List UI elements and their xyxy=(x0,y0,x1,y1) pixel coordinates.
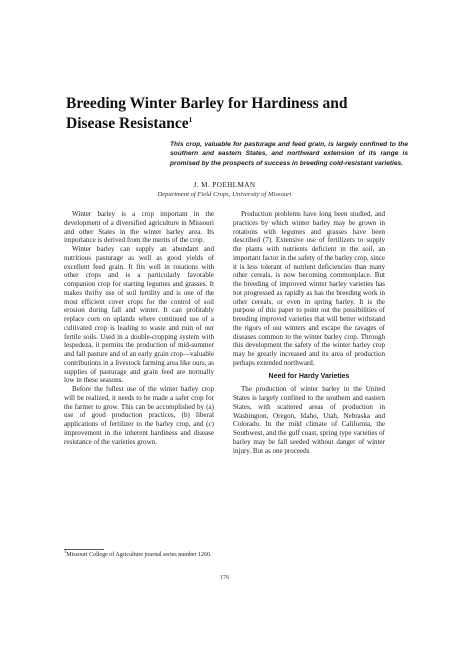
body-paragraph: Winter barley is a crop important in the development of a diversified agriculture in Missouri and other States in the winter barley area. Its importance is derived from the merits of the crop. xyxy=(64,210,214,245)
article-title xyxy=(66,94,396,134)
author-name: J. M. POEHLMAN xyxy=(193,181,256,189)
right-column xyxy=(233,210,385,455)
footnote-mark: 1 xyxy=(64,549,67,554)
body-paragraph: Winter barley can supply an abundant and nutritious pasturage as well as good yields of excellent feed grain. It fits well in rotations with other crops and is a particularly favorable companion crop for starting legumes and grasses. It makes thrifty use of soil fertility and is one of the most efficient cover crops for the control of soil erosion during fall and winter. It can profitably replace corn on uplands where continued use of a cultivated crop is leading to waste and ruin of our fertile soils. Used in a double-cropping system with lespedeza, it permits the production of mid-summer and fall pasture and of an early grain crop—valuable contributions in a livestock farming area like ours, as supplies of pasturage and grain feed are normally low in these seasons. xyxy=(64,245,214,385)
article-title-text: Breeding Winter Barley for Hardiness and Disease Resistance xyxy=(66,95,348,132)
article-abstract: This crop, valuable for pasturage and feed grain, is largely confined to the southern and eastern States, and northward extension of its range is promised by the prospects of success in breeding cold-resistant varieties. xyxy=(170,141,408,167)
body-paragraph: Production problems have long been studied, and practices by which winter barley may be grown in rotations with legumes and grasses have been described (7). Extensive use of fertilizers to supply the plants with nutrients deficient in the soil, an important factor in the safety of the barley crop, since it is less tolerant of nutrient deficiencies than many other cereals, is now becoming commonplace. But the breeding of improved winter barley varieties has not progressed as rapidly as has the breeding work in other cereals, or even in spring barley. It is the purpose of this paper to point out the possibilities of breeding improved varieties that will better withstand the rigors of our winters and escape the ravages of diseases common to the winter barley crop. Through this development the safety of the winter barley crop may be greatly increased and its area of production perhaps extended northward. xyxy=(233,210,385,367)
footnote-divider xyxy=(64,549,104,550)
body-paragraph: The production of winter barley in the United States is largely confined to the southern and eastern States, with scattered areas of production in Washington, Oregon, Idaho, Utah, Nebraska and Colorado. In the mild climate of California, the Southwest, and the gulf coast, spring type varieties of barley may be fall seeded without danger of winter injury. But as one proceeds xyxy=(233,385,385,455)
footnote xyxy=(64,549,214,559)
author-affiliation: Department of Field Crops, University of Missouri xyxy=(157,191,292,198)
left-column xyxy=(64,210,214,446)
footnote-text: Missouri College of Agriculture journal series number 1260. xyxy=(66,552,212,558)
section-heading: Need for Hardy Varieties xyxy=(268,372,350,380)
body-paragraph: Before the fullest use of the winter barley crop will be realized, it needs to be made a safer crop for the farmer to grow. This can be accomplished by (a) use of good production practices, (b) liberal applications of fertilizer to the barley crop, and (c) improvement in the inherent hardiness and disease resistance of the varieties grown. xyxy=(64,385,214,446)
page-number: 176 xyxy=(219,574,230,581)
title-footnote-mark: 1 xyxy=(188,115,193,124)
